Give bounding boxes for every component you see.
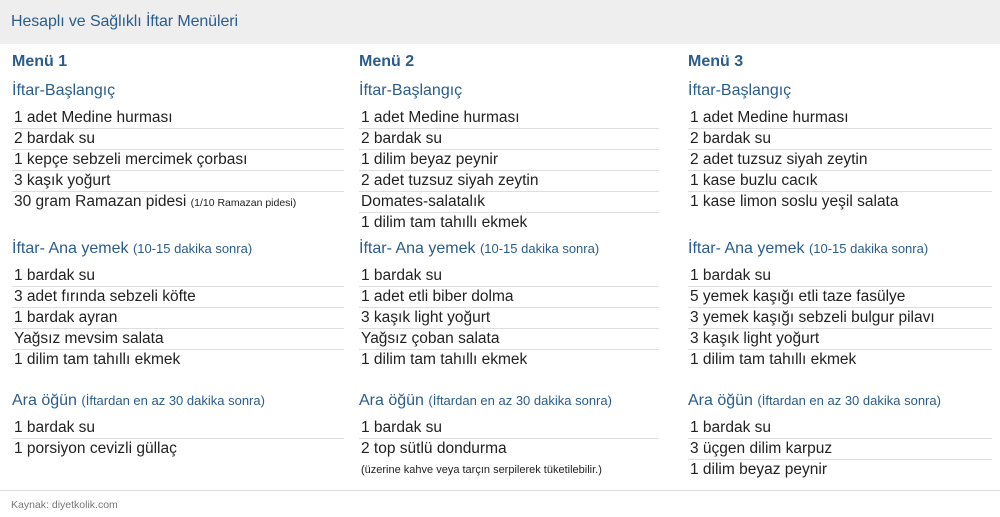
list-item [359, 287, 659, 308]
item-text: 1 adet etli biber dolma [361, 288, 514, 305]
item-text: 1 bardak su [14, 267, 95, 284]
item-list [359, 108, 659, 234]
item-list [359, 266, 659, 371]
list-item [688, 192, 992, 213]
menu-section [359, 80, 659, 234]
item-text: 3 kaşık light yoğurt [361, 309, 491, 326]
menu-title: Menü 3 [688, 53, 744, 70]
item-text: 1 kase buzlu cacık [690, 172, 818, 189]
list-item [12, 350, 344, 371]
list-item [359, 439, 659, 460]
section-title [12, 238, 344, 260]
list-item [12, 108, 344, 129]
list-item [688, 287, 992, 308]
section-title-note: (İftardan en az 30 dakika sonra) [428, 393, 612, 408]
item-text: 2 adet tuzsuz siyah zeytin [361, 172, 539, 189]
item-text: 1 dilim tam tahıllı ekmek [361, 351, 528, 368]
item-list [12, 266, 344, 371]
section-footnote: (üzerine kahve veya tarçın serpilerek tüketilebilir.) [361, 464, 602, 476]
list-item [359, 129, 659, 150]
menu-section [359, 390, 659, 480]
item-text: 3 kaşık yoğurt [14, 172, 111, 189]
item-text: 1 bardak ayran [14, 309, 118, 326]
list-item [688, 266, 992, 287]
item-list [12, 108, 344, 213]
menu-section [12, 390, 344, 460]
menu-title: Menü 2 [359, 53, 415, 70]
list-item [688, 439, 992, 460]
list-item [359, 266, 659, 287]
item-list [688, 266, 992, 371]
item-text: Yağsız mevsim salata [14, 330, 164, 347]
item-text: 1 dilim tam tahıllı ekmek [14, 351, 181, 368]
item-text: Yağsız çoban salata [361, 330, 500, 347]
item-text: 2 adet tuzsuz siyah zeytin [690, 151, 868, 168]
item-text: 2 bardak su [690, 130, 771, 147]
list-item [688, 460, 992, 481]
section-title [359, 238, 659, 260]
list-item [359, 350, 659, 371]
list-item [359, 329, 659, 350]
list-item [12, 439, 344, 460]
list-item [688, 129, 992, 150]
menu-section [359, 238, 659, 371]
section-title-note: (İftardan en az 30 dakika sonra) [757, 393, 941, 408]
list-item [12, 308, 344, 329]
item-text: 2 top sütlü dondurma [361, 440, 507, 457]
item-text: 1 dilim tam tahıllı ekmek [361, 214, 528, 231]
section-title-main: Ara öğün [359, 392, 429, 409]
item-text: 1 porsiyon cevizli güllaç [14, 440, 177, 457]
section-title [688, 238, 992, 260]
menu-column-1 [12, 50, 344, 457]
section-title [688, 80, 992, 102]
list-item [688, 150, 992, 171]
section-title-main: İftar-Başlangıç [688, 82, 792, 99]
source-credit: Kaynak: diyetkolik.com [11, 499, 118, 511]
list-item [359, 213, 659, 234]
list-item [12, 266, 344, 287]
list-item [12, 329, 344, 350]
list-item [688, 171, 992, 192]
list-item [359, 308, 659, 329]
section-title [359, 80, 659, 102]
section-title-note: (İftardan en az 30 dakika sonra) [81, 393, 265, 408]
item-text: 5 yemek kaşığı etli taze fasülye [690, 288, 906, 305]
list-item [12, 287, 344, 308]
section-title-main: İftar-Başlangıç [12, 82, 116, 99]
item-portion-note: (1/10 Ramazan pidesi) [190, 197, 297, 209]
section-title [12, 390, 344, 412]
section-title-main: İftar- Ana yemek [359, 240, 480, 257]
list-item [12, 418, 344, 439]
item-text: 1 bardak su [361, 267, 442, 284]
page-header [0, 0, 1000, 44]
item-text: 1 kase limon soslu yeşil salata [690, 193, 899, 210]
section-title-note: (10-15 dakika sonra) [808, 241, 929, 256]
list-item [12, 192, 344, 213]
item-text: 1 bardak su [690, 267, 771, 284]
section-title-main: İftar- Ana yemek [688, 240, 809, 257]
item-text: 1 bardak su [14, 419, 95, 436]
list-item [688, 308, 992, 329]
menu-section [688, 238, 992, 371]
menu-section [12, 238, 344, 371]
item-text: 2 bardak su [361, 130, 442, 147]
section-title-main: İftar-Başlangıç [359, 82, 463, 99]
item-text: 30 gram Ramazan pidesi [14, 193, 191, 210]
item-list [688, 108, 992, 213]
item-text: 1 adet Medine hurması [690, 109, 849, 126]
item-text: 1 bardak su [361, 419, 442, 436]
item-text: 1 adet Medine hurması [361, 109, 520, 126]
section-title-main: Ara öğün [688, 392, 758, 409]
item-text: Domates-salatalık [361, 193, 486, 210]
section-title [359, 390, 659, 412]
section-title [12, 80, 344, 102]
item-list [688, 418, 992, 481]
item-text: 1 dilim beyaz peynir [690, 461, 827, 478]
item-text: 3 adet fırında sebzeli köfte [14, 288, 196, 305]
item-list [359, 418, 659, 460]
list-item [359, 418, 659, 439]
list-item [688, 108, 992, 129]
item-list [12, 418, 344, 460]
list-item [359, 171, 659, 192]
list-item [12, 129, 344, 150]
page-title: Hesaplı ve Sağlıklı İftar Menüleri [11, 13, 238, 30]
menu-column-2 [359, 50, 659, 476]
list-item [688, 418, 992, 439]
list-item [12, 171, 344, 192]
item-text: 1 kepçe sebzeli mercimek çorbası [14, 151, 248, 168]
footer [0, 490, 1000, 517]
item-text: 1 dilim beyaz peynir [361, 151, 498, 168]
list-item [688, 350, 992, 371]
menu-section [688, 390, 992, 481]
section-title-note: (10-15 dakika sonra) [479, 241, 600, 256]
menu-section [12, 80, 344, 213]
section-title-main: Ara öğün [12, 392, 82, 409]
item-text: 3 üçgen dilim karpuz [690, 440, 833, 457]
section-title-main: İftar- Ana yemek [12, 240, 133, 257]
item-text: 2 bardak su [14, 130, 95, 147]
item-text: 1 bardak su [690, 419, 771, 436]
list-item [359, 150, 659, 171]
item-text: 3 yemek kaşığı sebzeli bulgur pilavı [690, 309, 935, 326]
item-text: 3 kaşık light yoğurt [690, 330, 820, 347]
item-text: 1 adet Medine hurması [14, 109, 173, 126]
menu-title: Menü 1 [12, 53, 68, 70]
section-title [688, 390, 992, 412]
menu-section [688, 80, 992, 213]
item-text: 1 dilim tam tahıllı ekmek [690, 351, 857, 368]
list-item [359, 192, 659, 213]
list-item [359, 108, 659, 129]
menu-column-3 [688, 50, 992, 478]
list-item [12, 150, 344, 171]
list-item [688, 329, 992, 350]
section-title-note: (10-15 dakika sonra) [132, 241, 253, 256]
